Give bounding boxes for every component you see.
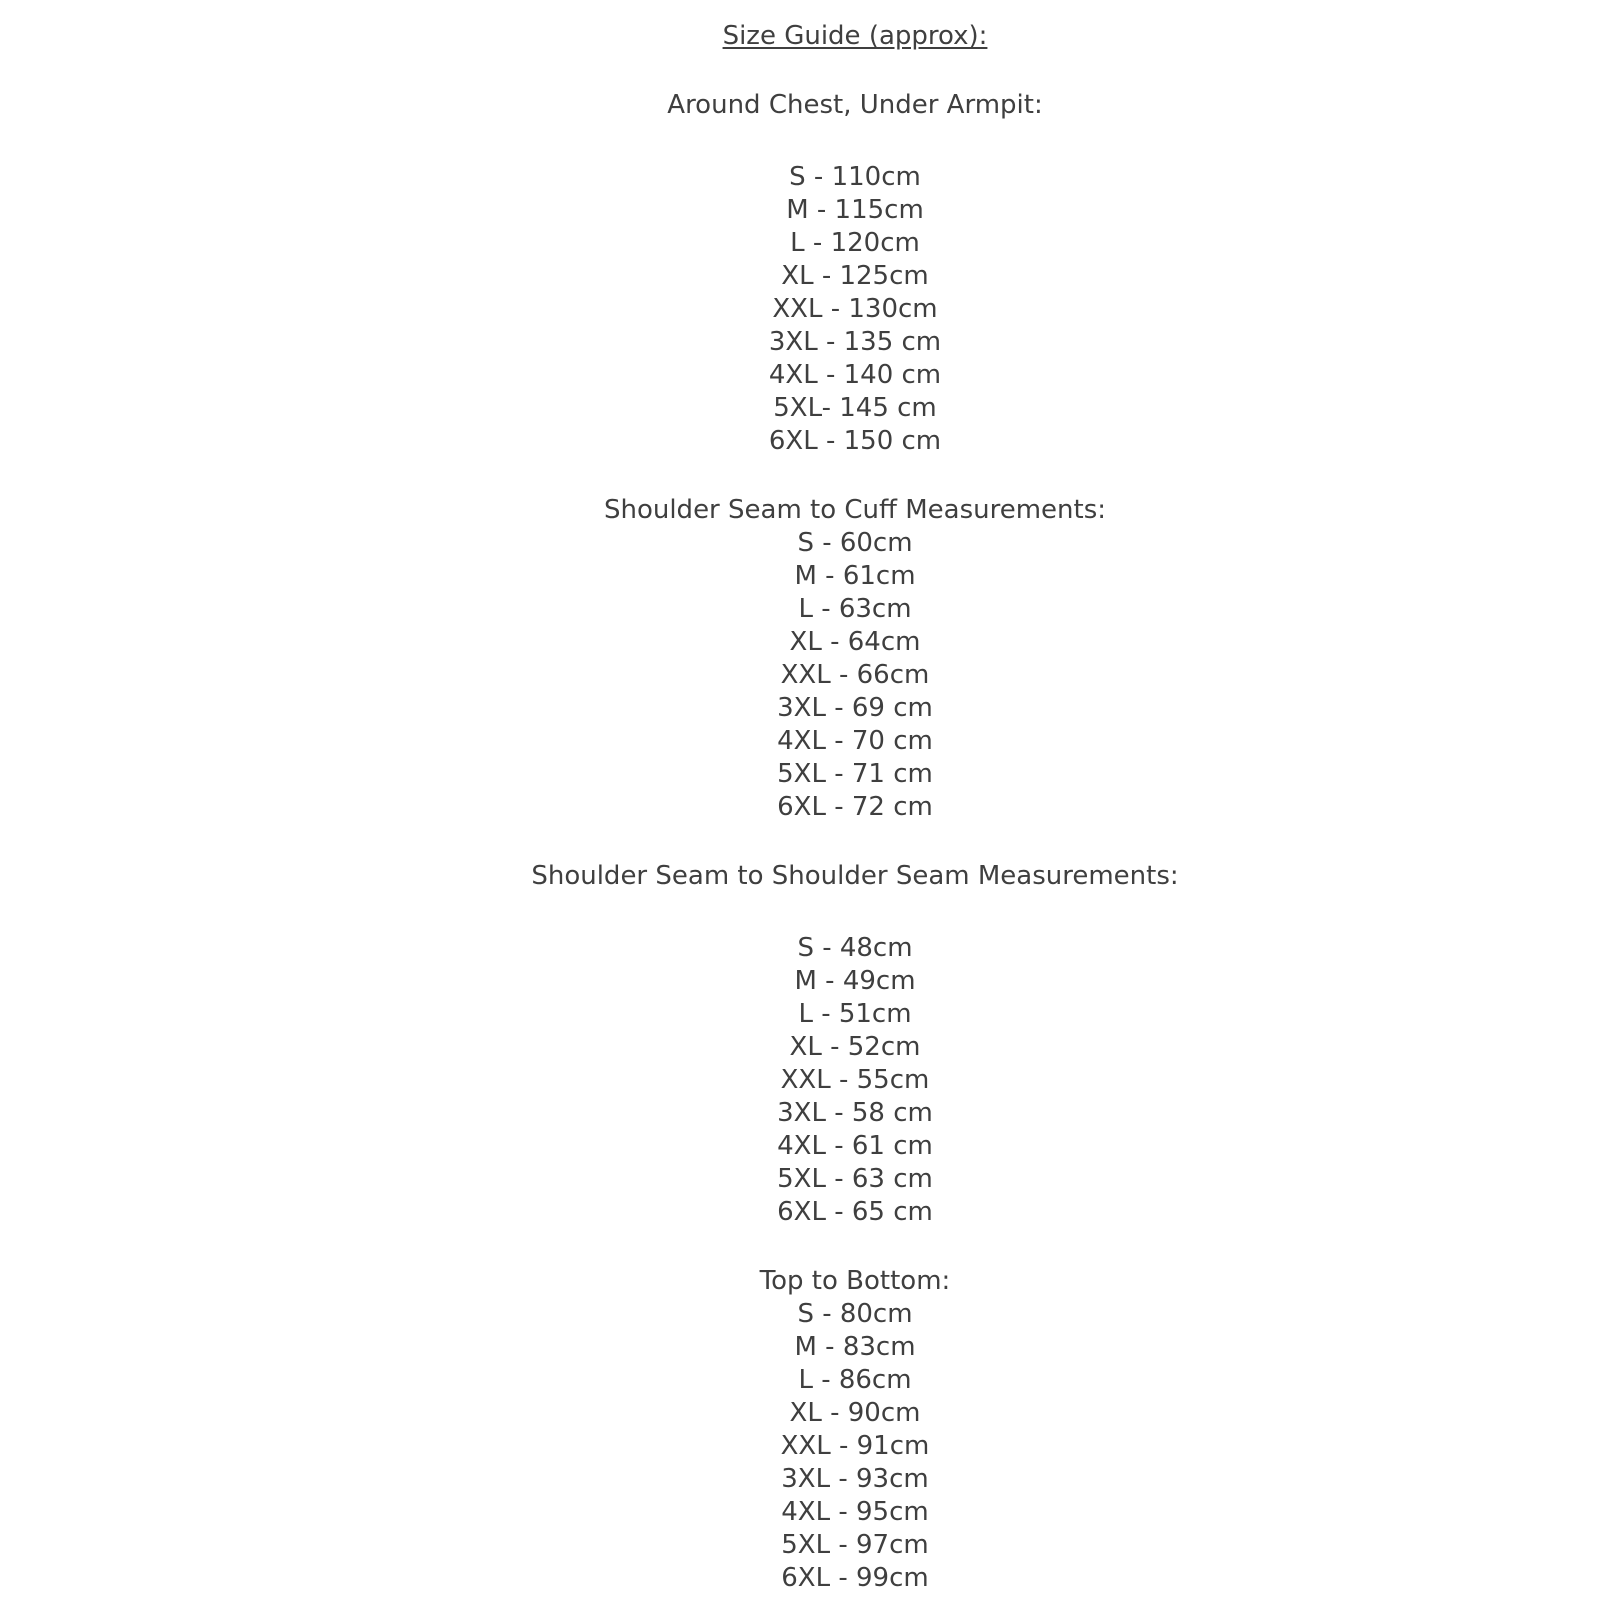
size-row: XL - 52cm [789,1032,921,1062]
size-row: M - 115cm [786,195,924,225]
size-row: 4XL - 140 cm [768,360,942,390]
size-row: 6XL - 65 cm [777,1197,933,1227]
size-row: 3XL - 69 cm [777,693,933,723]
size-row: 3XL - 58 cm [777,1098,933,1128]
size-row: 5XL- 145 cm [773,393,937,423]
size-row: 5XL - 63 cm [777,1164,933,1194]
size-row: L - 63cm [798,594,912,624]
size-row: S - 110cm [789,162,921,192]
size-row: L - 120cm [790,228,920,258]
section-heading: Shoulder Seam to Shoulder Seam Measurements: [531,861,1179,891]
size-row: 6XL - 72 cm [777,792,933,822]
size-row: 6XL - 99cm [781,1563,929,1593]
size-row: 4XL - 95cm [781,1497,929,1527]
size-row: 5XL - 71 cm [777,759,933,789]
size-row: XXL - 91cm [780,1431,930,1461]
size-row: M - 61cm [794,561,916,591]
size-row: XL - 64cm [789,627,921,657]
size-row: 3XL - 135 cm [768,327,942,357]
size-row: M - 49cm [794,966,916,996]
size-row: 6XL - 150 cm [768,426,942,456]
size-row: S - 48cm [797,933,913,963]
size-row: XXL - 55cm [780,1065,930,1095]
size-guide-document [110,0,1600,1595]
size-row: XXL - 130cm [772,294,938,324]
size-row: L - 86cm [798,1365,912,1395]
size-row: XL - 125cm [781,261,929,291]
size-row: S - 60cm [797,528,913,558]
section-heading: Shoulder Seam to Cuff Measurements: [603,495,1107,525]
section-heading: Top to Bottom: [759,1266,951,1296]
section-heading: Around Chest, Under Armpit: [667,90,1043,120]
size-row: XL - 90cm [789,1398,921,1428]
size-row: XXL - 66cm [780,660,930,690]
size-row: 3XL - 93cm [781,1464,929,1494]
size-row: 5XL - 97cm [781,1530,929,1560]
size-row: M - 83cm [794,1332,916,1362]
page-title: Size Guide (approx): [722,21,988,51]
size-row: 4XL - 70 cm [777,726,933,756]
sections-container [531,53,1178,1595]
size-row: S - 80cm [797,1299,913,1329]
size-row: L - 51cm [798,999,912,1029]
size-row: 4XL - 61 cm [777,1131,933,1161]
